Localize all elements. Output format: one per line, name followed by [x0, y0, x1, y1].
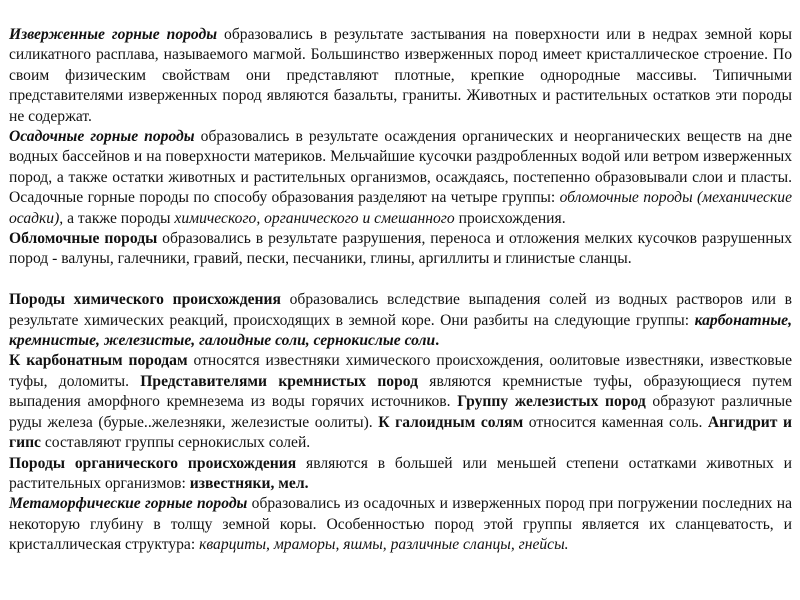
term-anhydrite-gypsum: Ангидрит и гипс: [9, 413, 792, 452]
paragraph-clastic-rocks: [9, 229, 792, 270]
term-clastic-rocks-italic: обломочные породы (механические осадки),: [9, 189, 792, 227]
paragraph-text: являются кремнистые туфы, образующиеся путем выпадения аморфного кремнезема из воды горячих источников.: [9, 372, 792, 411]
term-limestone-chalk: известняки, мел.: [189, 474, 309, 492]
paragraph-text: образовались в результате осаждения органических и неорганических веществ на дне водных бассейнов и на поверхности материков. Мельчайшие кусочки раздробленных водой или ветром изверженных пород, а также остатки животных и растительных организмов, осаждаясь, постепенно образовывали слои и пласты. Осадочные горные породы по способу образования разделяют на четыре группы:: [9, 128, 792, 207]
term-siliceous-rocks: Представителями кремнистых пород: [140, 372, 419, 390]
term-metamorphic-rocks: Метаморфические горные породы: [9, 495, 248, 513]
term-clastic-rocks: Обломочные породы: [9, 230, 158, 248]
term-igneous-rocks: Изверженные горные породы: [9, 26, 218, 43]
term-chemical-groups: карбонатные, кремнистые, железистые, галоидные соли, сернокислые соли: [9, 311, 792, 350]
term-metamorphic-examples: кварциты, мраморы, яшмы, различные сланцы, гнейсы.: [199, 536, 569, 554]
paragraph-text: образовались из осадочных и изверженных пород при погружении последних на некоторую глубину в толщу земной коры. Особенностью пород этой группы является их сланцеватость, и кристаллическая структура:: [9, 495, 792, 554]
paragraph-text: происхождения.: [454, 209, 566, 227]
paragraph-text: образовались в результате застывания на поверхности или в недрах земной коры силикатного расплава, называемого магмой. Большинство изверженных пород имеет кристаллическое строение. По своим физическим свойствам они представляют плотные, крепкие однородные массивы. Типичными представителями изверженных пород являются базальты, граниты. Животных и растительных остатков эти породы не содержат.: [9, 26, 792, 125]
term-chemical-rocks: Породы химического происхождения: [9, 291, 281, 309]
paragraph-text: составляют группы сернокислых солей.: [40, 434, 311, 452]
term-sedimentary-rocks: Осадочные горные породы: [9, 128, 195, 146]
paragraph-chemical-rocks: [9, 290, 792, 351]
term-ferruginous-rocks: Группу железистых пород: [457, 393, 646, 411]
paragraph-text: являются в большей или меньшей степени остатками животных и растительных организмов:: [9, 454, 792, 492]
paragraph-text: относятся известняки химического происхождения, оолитовые известняки, известковые туфы, доломиты.: [9, 352, 792, 390]
paragraph-text: образовались в результате разрушения, переноса и отложения мелких кусочков разрушенных пород - валуны, галечники, гравий, пески, песчаники, глины, аргиллиты и глинистые сланцы.: [9, 230, 793, 268]
paragraph-sedimentary-rocks: [9, 127, 792, 229]
paragraph-organic-rocks: [9, 454, 792, 495]
term-halide-salts: К галоидным солям: [378, 413, 524, 431]
paragraph-text: образуют различные руды железа (бурые..железняки, железистые оолиты).: [9, 393, 792, 431]
blank-line: [9, 270, 792, 290]
term-organic-rocks: Породы органического происхождения: [9, 454, 297, 472]
paragraph-text: образовались вследствие выпадения солей из водных растворов или в результате химических реакций, происходящих в земной коре. Они разбиты на следующие группы:: [9, 291, 793, 329]
paragraph-text: относится каменная соль.: [523, 413, 708, 431]
term-origin-types-italic: химического, органического и смешанного: [174, 209, 455, 227]
paragraph-text: а также породы: [63, 209, 175, 227]
paragraph-rock-groups: [9, 351, 792, 453]
paragraph-igneous-rocks: [9, 25, 792, 127]
term-carbonate-rocks: К карбонатным породам: [9, 352, 188, 370]
paragraph-text: .: [435, 332, 440, 350]
paragraph-metamorphic-rocks: [9, 494, 792, 555]
